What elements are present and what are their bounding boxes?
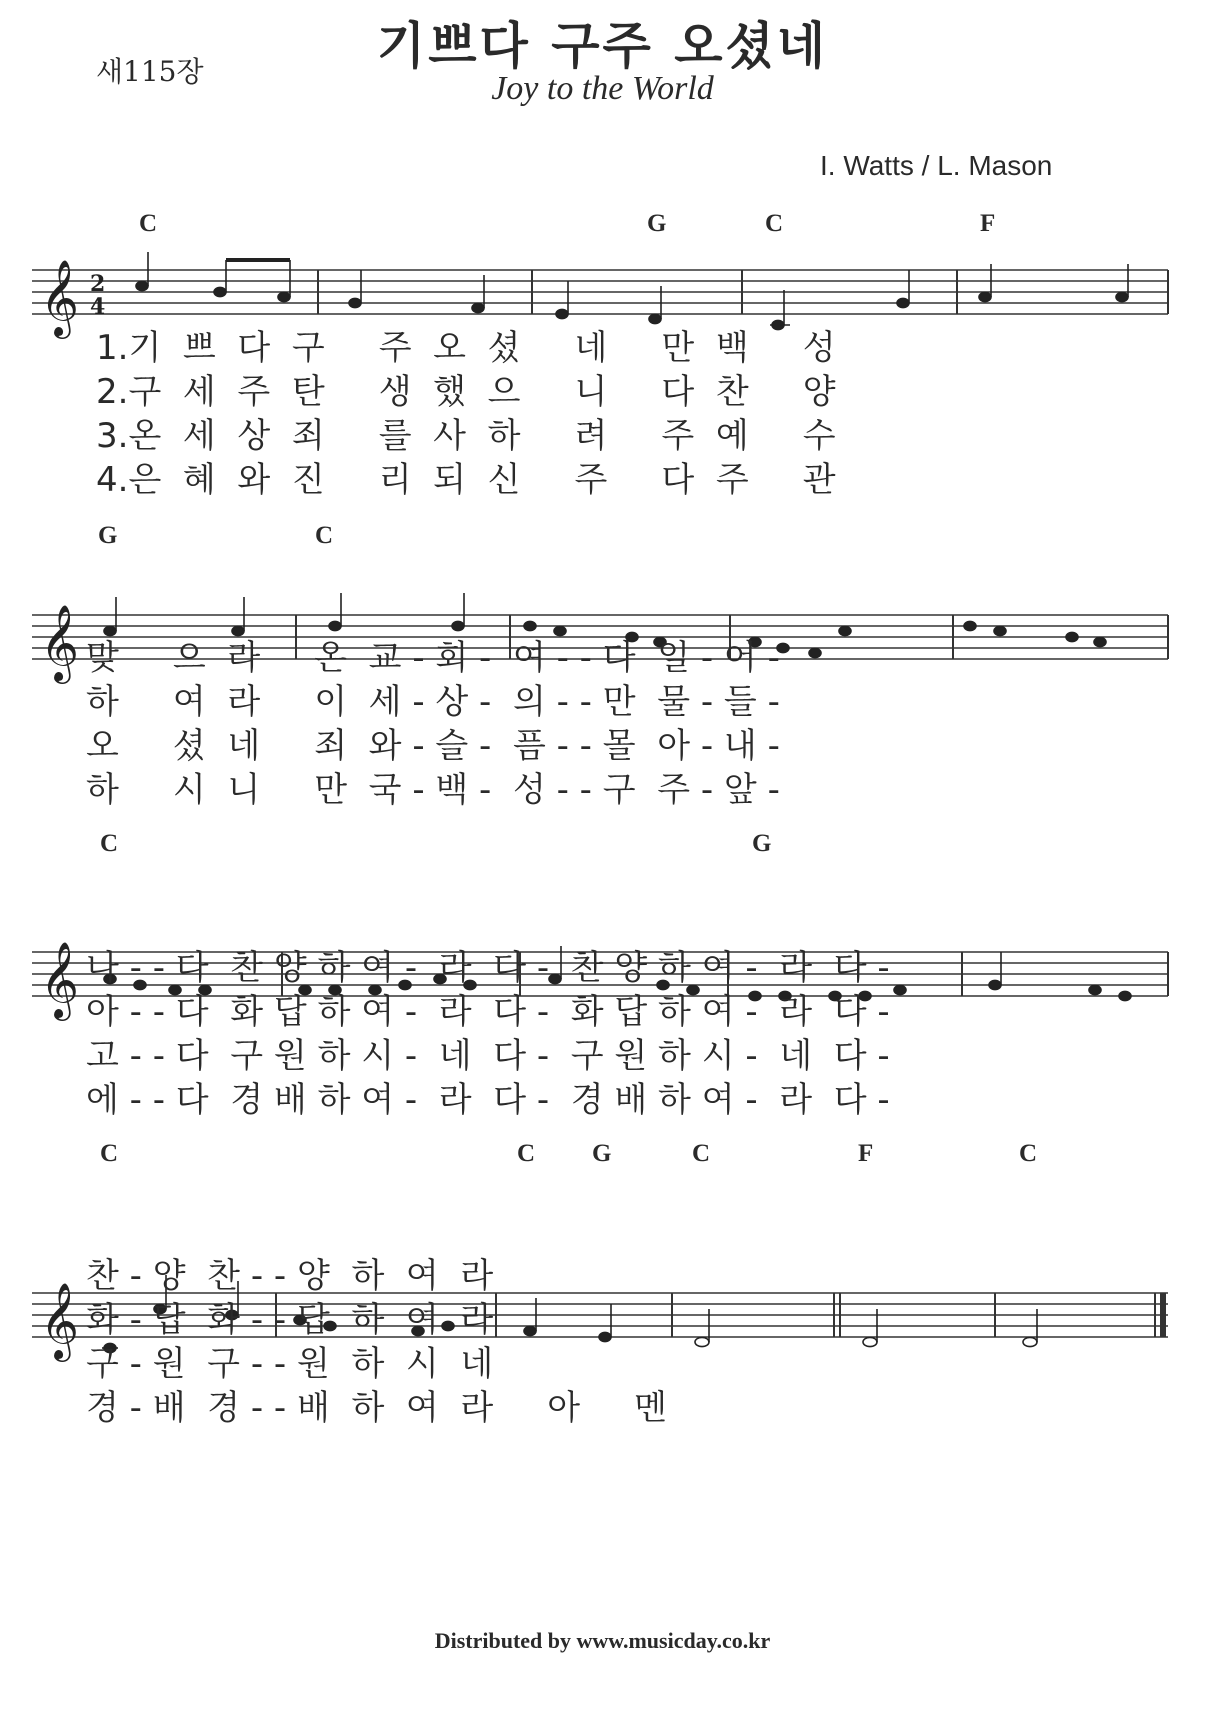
treble-clef-icon: 𝄞 xyxy=(40,262,80,335)
chord-symbol: F xyxy=(980,210,996,237)
hymn-number: 새115장 xyxy=(96,55,204,88)
chord-symbol: C xyxy=(1019,1140,1038,1167)
hymn-title: 기쁘다 구주 오셨네 xyxy=(376,17,829,75)
distribution-footer: Distributed by www.musicday.co.kr xyxy=(434,1628,771,1653)
chord-symbol: G xyxy=(647,210,667,237)
lyric-verse-2: 아 - - 다 화 답 하 여 - 라 다 - 화 답 하 여 - 라 다 - xyxy=(86,992,890,1032)
time-signature-top: 2 xyxy=(90,271,106,297)
lyric-verse-3: 고 - - 다 구 원 하 시 - 네 다 - 구 원 하 시 - 네 다 - xyxy=(86,1036,890,1076)
chord-symbol: C xyxy=(517,1140,536,1167)
lyric-verse-1: 1.기 쁘 다 구 주 오 셨 네 만 백 성 xyxy=(96,328,836,368)
lyric-verse-1: 찬 - 양 찬 - - 양 하 여 라 xyxy=(86,1256,494,1296)
chord-symbol: C xyxy=(100,1140,119,1167)
chord-symbol: F xyxy=(858,1140,874,1167)
lyric-verse-3: 3.온 세 상 죄 를 사 하 려 주 예 수 xyxy=(96,416,836,456)
lyric-verse-4: 에 - - 다 경 배 하 여 - 라 다 - 경 배 하 여 - 라 다 - xyxy=(86,1080,890,1120)
chord-symbol: C xyxy=(765,210,784,237)
composer-credits: I. Watts / L. Mason xyxy=(820,150,1053,181)
treble-clef-icon: 𝄞 xyxy=(40,1285,80,1358)
lyric-verse-4: 경 - 배 경 - - 배 하 여 라 아 멘 xyxy=(86,1388,667,1428)
time-signature-bottom: 4 xyxy=(90,294,106,320)
chord-symbol: C xyxy=(692,1140,711,1167)
lyric-verse-2: 하 여 라 이 세 - 상 - 의 - - 만 물 - 들 - xyxy=(86,682,780,722)
lyric-verse-3: 구 - 원 구 - - 원 하 시 네 xyxy=(86,1344,494,1384)
lyric-verse-2: 2.구 세 주 탄 생 했 으 니 다 찬 양 xyxy=(96,372,836,412)
lyric-verse-3: 오 셨 네 죄 와 - 슬 - 픔 - - 몰 아 - 내 - xyxy=(86,726,780,766)
chord-symbol: G xyxy=(592,1140,612,1167)
treble-clef-icon: 𝄞 xyxy=(40,944,80,1017)
lyric-verse-1: 맞 으 라 온 교 - 회 - 여 - - 다 일 - 어 - xyxy=(86,638,780,678)
chord-symbol: C xyxy=(139,210,158,237)
lyric-verse-1: 나 - - 다 찬 양 하 여 - 라 다 - 찬 양 하 여 - 라 다 - xyxy=(86,948,890,988)
lyric-verse-2: 화 - 답 화 - - 답 하 여 라 xyxy=(86,1300,494,1340)
chord-symbol: C xyxy=(315,522,334,549)
hymn-subtitle: Joy to the World xyxy=(491,70,714,107)
treble-clef-icon: 𝄞 xyxy=(40,607,80,680)
chord-symbol: G xyxy=(98,522,118,549)
lyric-verse-4: 하 시 니 만 국 - 백 - 성 - - 구 주 - 앞 - xyxy=(86,770,780,810)
lyric-verse-4: 4.은 혜 와 진 리 되 신 주 다 주 관 xyxy=(96,460,836,500)
chord-symbol: C xyxy=(100,830,119,857)
chord-symbol: G xyxy=(752,830,772,857)
